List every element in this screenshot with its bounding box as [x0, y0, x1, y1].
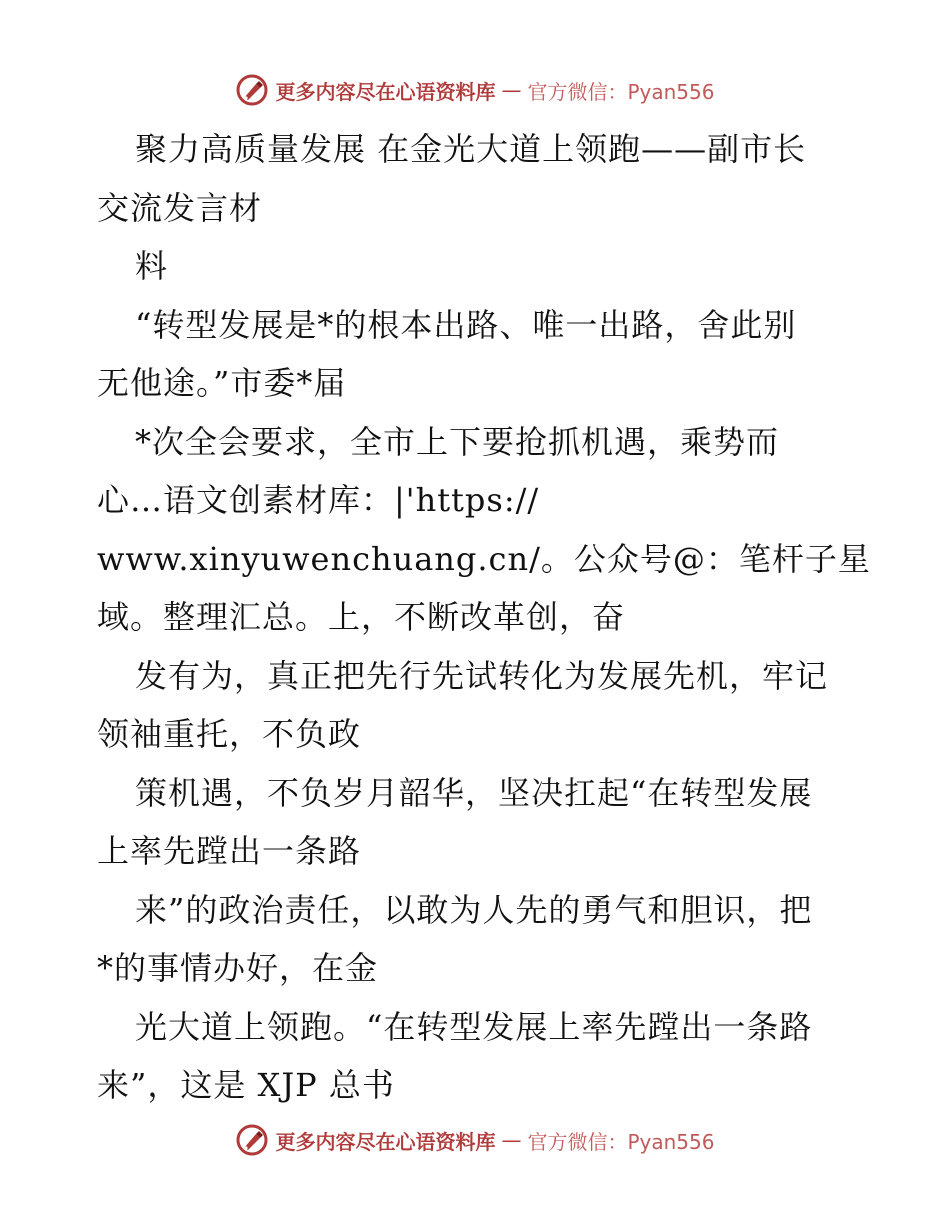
fountain-pen-logo-icon	[235, 1123, 269, 1157]
paragraph-line: *次全会要求，全市上下要抢抓机遇，乘势而	[135, 422, 780, 461]
paragraph-line: *的事情办好，在金	[97, 949, 379, 987]
header-watermark-banner	[0, 70, 950, 110]
banner-wechat-text: 官方微信：Pyan556	[527, 79, 715, 104]
title-line-1: 聚力高质量发展 在金光大道上领跑——副市长	[135, 130, 807, 168]
paragraph-line: 来”的政治责任，以敢为人先的勇气和胆识，把	[135, 890, 813, 929]
paragraph-line: 上率先蹚出一条路	[97, 832, 362, 870]
paragraph-line: 心…语文创素材库：|'https://	[97, 481, 540, 519]
banner-separator: —	[501, 1128, 522, 1152]
paragraph-line: 光大道上领跑。“在转型发展上率先蹚出一条路	[135, 1007, 813, 1046]
paragraph-line: “转型发展是*的根本出路、唯一出路，舍此别	[135, 305, 797, 344]
paragraph-line: 无他途。”市委*届	[97, 364, 347, 402]
paragraph-line: 来”，这是 XJP 总书	[97, 1066, 395, 1104]
paragraph-line: 领袖重托，不负政	[97, 715, 362, 753]
paragraph-line: 策机遇，不负岁月韶华，坚决扛起“在转型发展	[135, 773, 813, 812]
paragraph-line: 域。整理汇总。上，不断改革创，奋	[97, 598, 626, 636]
document-body	[97, 120, 871, 1115]
footer-watermark-banner	[0, 1120, 950, 1160]
fountain-pen-logo-icon	[235, 73, 269, 107]
paragraph-line: www.xinyuwenchuang.cn/。公众号@：笔杆子星	[97, 539, 871, 578]
title-line-3: 料	[135, 247, 169, 285]
banner-separator: —	[501, 78, 522, 102]
paragraph-line: 发有为，真正把先行先试转化为发展先机，牢记	[135, 656, 829, 695]
banner-main-text: 更多内容尽在心语资料库	[275, 79, 496, 104]
banner-wechat-text: 官方微信：Pyan556	[527, 1129, 715, 1154]
banner-main-text: 更多内容尽在心语资料库	[275, 1129, 496, 1154]
title-line-2: 交流发言材	[97, 188, 263, 227]
